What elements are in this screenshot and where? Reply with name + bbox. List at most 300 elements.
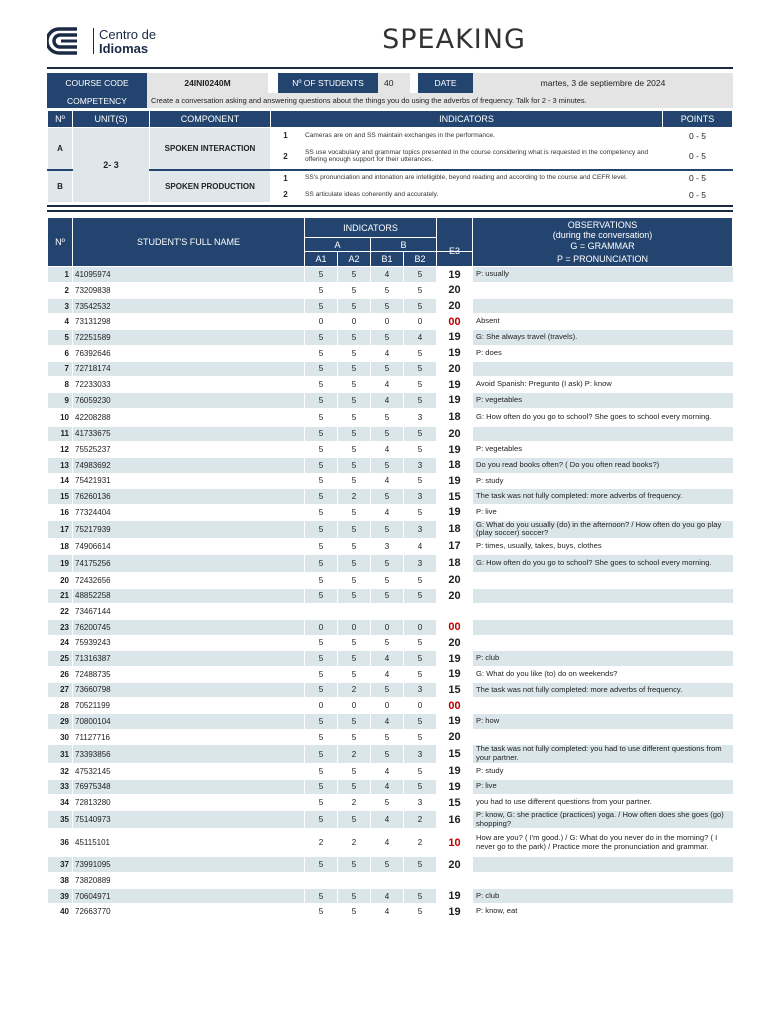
score-b2: 5 xyxy=(404,473,437,489)
student-number: 19 xyxy=(48,554,73,572)
student-id: 41733675 xyxy=(73,426,305,442)
score-a1: 5 xyxy=(305,554,338,572)
student-number: 40 xyxy=(48,904,73,920)
table-row xyxy=(48,489,733,505)
student-number: 32 xyxy=(48,763,73,779)
score-b1: 4 xyxy=(371,810,404,828)
student-observation: P: vegetables xyxy=(473,442,733,458)
student-observation xyxy=(473,873,733,889)
score-total: 20 xyxy=(437,426,473,442)
score-a2: 5 xyxy=(338,651,371,667)
comp-header-component: COMPONENT xyxy=(150,111,271,128)
student-number: 9 xyxy=(48,392,73,408)
score-b2: 5 xyxy=(404,651,437,667)
students-header-a1: A1 xyxy=(305,252,338,267)
table-row xyxy=(48,377,733,393)
table-row xyxy=(48,763,733,779)
student-id: 71127716 xyxy=(73,729,305,745)
score-a2: 5 xyxy=(338,554,371,572)
score-a1: 5 xyxy=(305,904,338,920)
score-total: 19 xyxy=(437,779,473,795)
score-b1: 4 xyxy=(371,392,404,408)
section-divider xyxy=(47,210,733,212)
table-row xyxy=(48,392,733,408)
component-letter-a: A xyxy=(48,128,73,170)
logo-line1: Centro de xyxy=(99,26,157,42)
score-a2: 2 xyxy=(338,829,371,857)
student-id: 72488735 xyxy=(73,666,305,682)
student-number: 2 xyxy=(48,283,73,299)
student-observation: P: live xyxy=(473,505,733,521)
student-number: 11 xyxy=(48,426,73,442)
component-letter-b: B xyxy=(48,170,73,203)
score-b2: 5 xyxy=(404,267,437,283)
table-row xyxy=(48,745,733,763)
section-divider xyxy=(47,205,733,207)
score-a2: 5 xyxy=(338,408,371,426)
score-total: 18 xyxy=(437,520,473,538)
student-observation: P: know, G: she practice (practices) yoga. / How often does she goes (go) shopping? xyxy=(473,810,733,828)
student-observation: P: study xyxy=(473,763,733,779)
score-b1: 5 xyxy=(371,729,404,745)
score-b2: 3 xyxy=(404,745,437,763)
score-total: 10 xyxy=(437,829,473,857)
student-id: 75939243 xyxy=(73,635,305,651)
student-id: 76200745 xyxy=(73,619,305,635)
student-number: 39 xyxy=(48,888,73,904)
score-a1: 5 xyxy=(305,298,338,314)
score-a1: 5 xyxy=(305,392,338,408)
table-row xyxy=(48,442,733,458)
student-id: 72813280 xyxy=(73,795,305,811)
score-total: 20 xyxy=(437,729,473,745)
student-number: 13 xyxy=(48,457,73,473)
course-code-value: 24INI0240M xyxy=(147,73,268,93)
table-row xyxy=(48,539,733,555)
student-id: 76260136 xyxy=(73,489,305,505)
indicator-text: Cameras are on and SS maintain exchanges in the performance. xyxy=(301,128,663,144)
score-a2: 5 xyxy=(338,729,371,745)
score-b1: 5 xyxy=(371,588,404,604)
score-b1: 4 xyxy=(371,377,404,393)
student-observation: P: how xyxy=(473,714,733,730)
score-a1: 5 xyxy=(305,714,338,730)
student-observation: The task was not fully completed: you had to use different questions from your partner. xyxy=(473,745,733,763)
student-id: 71316387 xyxy=(73,651,305,667)
score-b2 xyxy=(404,873,437,889)
student-number: 25 xyxy=(48,651,73,667)
score-total: 19 xyxy=(437,377,473,393)
score-b2: 5 xyxy=(404,904,437,920)
score-a1: 5 xyxy=(305,520,338,538)
score-total xyxy=(437,873,473,889)
student-number: 6 xyxy=(48,345,73,361)
score-a2: 5 xyxy=(338,377,371,393)
score-total: 19 xyxy=(437,904,473,920)
score-b1: 5 xyxy=(371,554,404,572)
indicator-points: 0 - 5 xyxy=(663,170,733,187)
score-total: 20 xyxy=(437,635,473,651)
score-total: 15 xyxy=(437,489,473,505)
student-number: 36 xyxy=(48,829,73,857)
score-b2: 5 xyxy=(404,377,437,393)
score-b2: 5 xyxy=(404,283,437,299)
score-total: 20 xyxy=(437,298,473,314)
table-row xyxy=(48,604,733,620)
student-id: 76059230 xyxy=(73,392,305,408)
score-b2: 5 xyxy=(404,392,437,408)
score-b1: 5 xyxy=(371,408,404,426)
student-id: 70800104 xyxy=(73,714,305,730)
score-total: 20 xyxy=(437,588,473,604)
score-a2 xyxy=(338,873,371,889)
student-number: 38 xyxy=(48,873,73,889)
indicator-points: 0 - 5 xyxy=(663,144,733,170)
student-number: 22 xyxy=(48,604,73,620)
score-a1: 5 xyxy=(305,635,338,651)
student-number: 7 xyxy=(48,361,73,377)
student-number: 18 xyxy=(48,539,73,555)
student-number: 27 xyxy=(48,682,73,698)
student-observation: The task was not fully completed: more adverbs of frequency. xyxy=(473,489,733,505)
score-total: 19 xyxy=(437,345,473,361)
score-a1: 5 xyxy=(305,361,338,377)
student-observation: you had to use different questions from your partner. xyxy=(473,795,733,811)
score-a1: 0 xyxy=(305,698,338,714)
student-id: 73660798 xyxy=(73,682,305,698)
score-total: 19 xyxy=(437,330,473,346)
student-observation: Do you read books often? ( Do you often read books?) xyxy=(473,457,733,473)
obs-title: OBSERVATIONS xyxy=(567,220,638,230)
page-title: SPEAKING xyxy=(382,24,526,55)
score-b1: 0 xyxy=(371,619,404,635)
student-number: 33 xyxy=(48,779,73,795)
student-observation: P: know, eat xyxy=(473,904,733,920)
score-b1: 4 xyxy=(371,714,404,730)
score-a2: 5 xyxy=(338,539,371,555)
score-b2: 3 xyxy=(404,489,437,505)
score-total: 19 xyxy=(437,666,473,682)
student-observation: The task was not fully completed: more adverbs of frequency. xyxy=(473,682,733,698)
table-row xyxy=(48,426,733,442)
student-id: 75140973 xyxy=(73,810,305,828)
score-total: 00 xyxy=(437,619,473,635)
score-total: 19 xyxy=(437,442,473,458)
indicator-num: 1 xyxy=(271,170,301,187)
component-spoken-interaction: SPOKEN INTERACTION xyxy=(150,128,271,170)
student-number: 16 xyxy=(48,505,73,521)
score-a2: 5 xyxy=(338,361,371,377)
table-row xyxy=(48,505,733,521)
student-observation xyxy=(473,283,733,299)
student-observation: G: How often do you go to school? She goes to school every morning. xyxy=(473,554,733,572)
student-number: 8 xyxy=(48,377,73,393)
score-a2: 5 xyxy=(338,635,371,651)
score-a2: 0 xyxy=(338,619,371,635)
score-a2: 5 xyxy=(338,392,371,408)
score-a1: 5 xyxy=(305,267,338,283)
table-row xyxy=(48,682,733,698)
date-label: DATE xyxy=(418,73,473,93)
table-row xyxy=(48,408,733,426)
student-id: 72233033 xyxy=(73,377,305,393)
page-header xyxy=(47,24,733,68)
students-table xyxy=(47,217,733,920)
student-number: 26 xyxy=(48,666,73,682)
student-observation xyxy=(473,857,733,873)
students-header-a2: A2 xyxy=(338,252,371,267)
student-observation: P: times, usually, takes, buys, clothes xyxy=(473,539,733,555)
score-a1: 5 xyxy=(305,457,338,473)
indicator-text: SS use vocabulary and grammar topics presented in the course considering what is requested in the competency and offering enough support for their utterances. xyxy=(301,144,663,170)
table-row xyxy=(48,795,733,811)
student-observation: G: What do you usually (do) in the afternoon? / How often do you go play (play soccer) soccer? xyxy=(473,520,733,538)
student-id: 76392646 xyxy=(73,345,305,361)
score-a2: 5 xyxy=(338,888,371,904)
table-row xyxy=(48,635,733,651)
table-row xyxy=(48,473,733,489)
score-total: 15 xyxy=(437,682,473,698)
score-total xyxy=(437,604,473,620)
score-total: 15 xyxy=(437,745,473,763)
comp-header-indicators: INDICATORS xyxy=(271,111,663,128)
student-id: 73209838 xyxy=(73,283,305,299)
student-observation xyxy=(473,361,733,377)
score-total: 18 xyxy=(437,408,473,426)
score-a2: 2 xyxy=(338,795,371,811)
student-rows xyxy=(48,267,733,920)
student-observation xyxy=(473,604,733,620)
score-a1: 5 xyxy=(305,651,338,667)
student-number: 15 xyxy=(48,489,73,505)
score-a2: 2 xyxy=(338,682,371,698)
score-b2 xyxy=(404,604,437,620)
components-table xyxy=(47,110,733,203)
score-a1: 5 xyxy=(305,345,338,361)
student-number: 21 xyxy=(48,588,73,604)
student-id: 72663770 xyxy=(73,904,305,920)
score-total: 19 xyxy=(437,505,473,521)
score-b1: 5 xyxy=(371,520,404,538)
score-a1: 5 xyxy=(305,729,338,745)
score-a2: 5 xyxy=(338,572,371,588)
score-b2: 3 xyxy=(404,520,437,538)
score-b2: 3 xyxy=(404,457,437,473)
student-id: 42208288 xyxy=(73,408,305,426)
student-observation: P: study xyxy=(473,473,733,489)
student-observation xyxy=(473,588,733,604)
student-observation xyxy=(473,572,733,588)
score-b2: 5 xyxy=(404,588,437,604)
score-a2: 5 xyxy=(338,505,371,521)
student-number: 17 xyxy=(48,520,73,538)
date-value: martes, 3 de septiembre de 2024 xyxy=(473,73,733,93)
student-number: 30 xyxy=(48,729,73,745)
indicator-text: SS's pronunciation and intonation are intelligible, beyond reading and according to the course and CEFR level. xyxy=(301,170,663,187)
student-observation: P: live xyxy=(473,779,733,795)
score-total: 17 xyxy=(437,539,473,555)
table-row xyxy=(48,554,733,572)
student-id: 45115101 xyxy=(73,829,305,857)
score-a1: 5 xyxy=(305,473,338,489)
student-observation xyxy=(473,426,733,442)
student-id: 76975348 xyxy=(73,779,305,795)
score-b1: 4 xyxy=(371,651,404,667)
student-id: 48852258 xyxy=(73,588,305,604)
score-b2: 5 xyxy=(404,298,437,314)
table-row xyxy=(48,651,733,667)
students-header-name: STUDENT'S FULL NAME xyxy=(73,218,305,267)
score-b2: 5 xyxy=(404,505,437,521)
table-row xyxy=(48,873,733,889)
score-a2: 5 xyxy=(338,267,371,283)
score-b2: 5 xyxy=(404,635,437,651)
score-a1: 5 xyxy=(305,763,338,779)
score-total: 20 xyxy=(437,857,473,873)
table-row xyxy=(48,729,733,745)
student-number: 24 xyxy=(48,635,73,651)
score-a1: 5 xyxy=(305,330,338,346)
score-a2: 2 xyxy=(338,745,371,763)
score-a2: 5 xyxy=(338,714,371,730)
score-total: 19 xyxy=(437,473,473,489)
score-b2: 0 xyxy=(404,619,437,635)
score-a1: 5 xyxy=(305,745,338,763)
score-a2: 5 xyxy=(338,763,371,779)
student-observation: How are you? ( I'm good.) / G: What do you never do in the morning? ( I never go to the park) / Practice more the pronunciation and grammar. xyxy=(473,829,733,857)
student-id: 72432656 xyxy=(73,572,305,588)
score-b1: 5 xyxy=(371,489,404,505)
score-b1: 5 xyxy=(371,572,404,588)
score-a1: 5 xyxy=(305,489,338,505)
obs-subtitle: (during the conversation) xyxy=(552,230,653,241)
score-a1: 5 xyxy=(305,779,338,795)
students-count-label: Nº OF STUDENTS xyxy=(278,73,378,93)
score-a1: 5 xyxy=(305,408,338,426)
students-count-value: 40 xyxy=(378,73,410,93)
student-id: 73393856 xyxy=(73,745,305,763)
score-b2: 5 xyxy=(404,763,437,779)
score-total: 15 xyxy=(437,795,473,811)
score-a1: 5 xyxy=(305,682,338,698)
table-row xyxy=(48,666,733,682)
students-header-a: A xyxy=(305,238,371,252)
student-observation xyxy=(473,729,733,745)
score-a2: 5 xyxy=(338,473,371,489)
score-b2: 2 xyxy=(404,829,437,857)
score-total: 19 xyxy=(437,392,473,408)
score-b2: 3 xyxy=(404,795,437,811)
table-row xyxy=(48,267,733,283)
score-total: 20 xyxy=(437,283,473,299)
student-number: 35 xyxy=(48,810,73,828)
score-a1: 5 xyxy=(305,539,338,555)
score-a2: 5 xyxy=(338,857,371,873)
score-a1: 5 xyxy=(305,666,338,682)
student-observation: G: What do you like (to) do on weekends? xyxy=(473,666,733,682)
student-id: 73131298 xyxy=(73,314,305,330)
score-a1: 5 xyxy=(305,857,338,873)
student-id: 73991095 xyxy=(73,857,305,873)
student-id: 47532145 xyxy=(73,763,305,779)
table-row xyxy=(48,457,733,473)
score-b1: 5 xyxy=(371,795,404,811)
score-b2: 0 xyxy=(404,314,437,330)
student-number: 34 xyxy=(48,795,73,811)
indicator-num: 2 xyxy=(271,187,301,203)
table-row xyxy=(48,345,733,361)
score-a2: 5 xyxy=(338,810,371,828)
score-a2: 2 xyxy=(338,489,371,505)
score-b2: 5 xyxy=(404,572,437,588)
student-id: 72718174 xyxy=(73,361,305,377)
score-b2: 5 xyxy=(404,442,437,458)
table-row xyxy=(48,572,733,588)
score-a2: 5 xyxy=(338,904,371,920)
score-a1: 2 xyxy=(305,829,338,857)
table-row xyxy=(48,520,733,538)
student-id: 73467144 xyxy=(73,604,305,620)
score-a2: 5 xyxy=(338,588,371,604)
score-b1: 5 xyxy=(371,682,404,698)
student-number: 28 xyxy=(48,698,73,714)
table-row xyxy=(48,810,733,828)
score-total: 20 xyxy=(437,361,473,377)
student-number: 12 xyxy=(48,442,73,458)
score-b2: 5 xyxy=(404,779,437,795)
score-b2: 5 xyxy=(404,729,437,745)
score-b1: 0 xyxy=(371,314,404,330)
table-row xyxy=(48,714,733,730)
score-a2: 5 xyxy=(338,330,371,346)
header-divider xyxy=(47,67,733,69)
score-total: 19 xyxy=(437,714,473,730)
score-b1: 5 xyxy=(371,298,404,314)
score-total: 20 xyxy=(437,572,473,588)
student-id: 74175256 xyxy=(73,554,305,572)
student-observation: G: How often do you go to school? She goes to school every morning. xyxy=(473,408,733,426)
logo-line2: Idiomas xyxy=(99,40,149,56)
score-a2: 5 xyxy=(338,520,371,538)
student-observation: Avoid Spanish: Pregunto (I ask) P: know xyxy=(473,377,733,393)
score-a1 xyxy=(305,873,338,889)
table-row xyxy=(48,283,733,299)
score-b1: 4 xyxy=(371,904,404,920)
competency-label: COMPETENCY xyxy=(47,93,147,108)
score-b1: 4 xyxy=(371,829,404,857)
indicator-num: 1 xyxy=(271,128,301,144)
table-row xyxy=(48,588,733,604)
score-total: 00 xyxy=(437,698,473,714)
score-b1: 5 xyxy=(371,745,404,763)
score-a1: 0 xyxy=(305,314,338,330)
score-b1: 5 xyxy=(371,457,404,473)
course-info-table xyxy=(47,73,733,108)
students-header-b: B xyxy=(371,238,437,252)
student-number: 29 xyxy=(48,714,73,730)
score-a1: 5 xyxy=(305,572,338,588)
score-b2: 2 xyxy=(404,810,437,828)
score-a2: 5 xyxy=(338,426,371,442)
score-a2: 5 xyxy=(338,779,371,795)
score-a1: 5 xyxy=(305,442,338,458)
score-a1: 5 xyxy=(305,795,338,811)
score-b2: 5 xyxy=(404,361,437,377)
score-a2: 0 xyxy=(338,698,371,714)
student-number: 1 xyxy=(48,267,73,283)
students-header-b2: B2 xyxy=(404,252,437,267)
students-header-observations xyxy=(473,218,733,267)
